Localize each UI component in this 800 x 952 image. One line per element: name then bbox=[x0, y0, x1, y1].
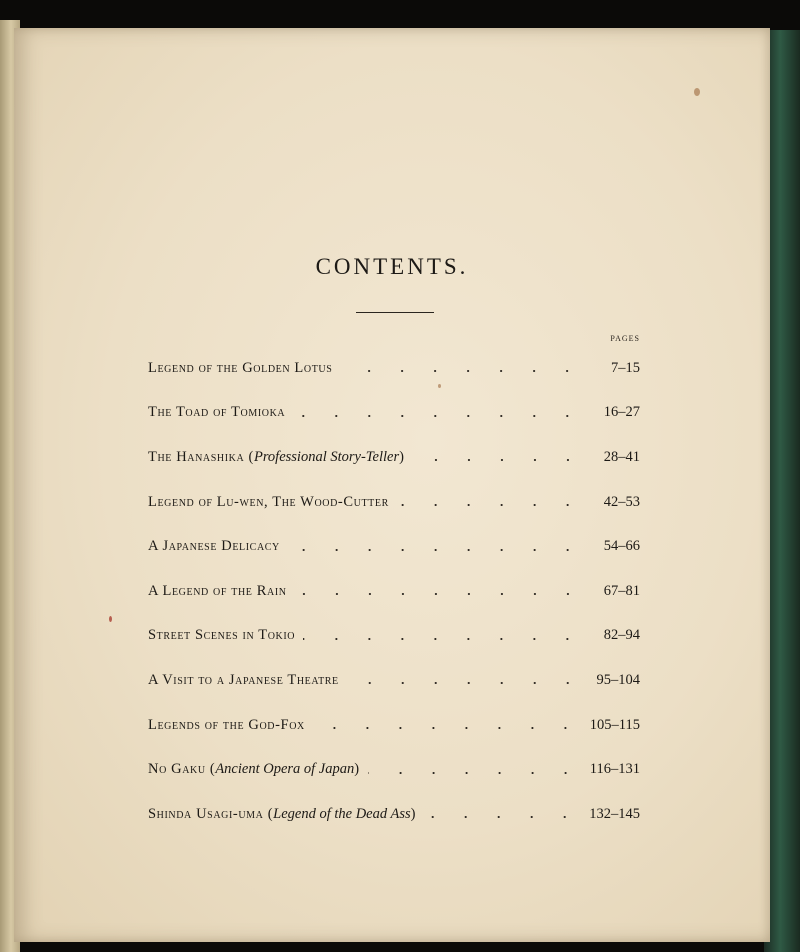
entry-subtitle: Professional Story-Teller bbox=[253, 448, 400, 465]
foxing-spot bbox=[109, 616, 112, 622]
entry-pages: 67–81 bbox=[603, 582, 640, 599]
toc-entry bbox=[148, 346, 640, 391]
entry-title: Shinda Usagi-uma (Legend of the Dead Ass) bbox=[148, 805, 417, 822]
entry-title: The Hanashika (Professional Story-Teller) bbox=[148, 448, 405, 465]
entry-title: A Visit to a Japanese Theatre bbox=[148, 671, 339, 688]
foxing-spot bbox=[694, 88, 700, 96]
toc-entry bbox=[148, 569, 640, 614]
toc-entry bbox=[148, 792, 640, 837]
entry-pages: 54–66 bbox=[603, 538, 640, 555]
toc-entry bbox=[148, 524, 640, 569]
toc-entry bbox=[148, 614, 640, 659]
entry-pages: 28–41 bbox=[603, 448, 640, 465]
dot-leader bbox=[288, 549, 584, 551]
entry-pages: 116–131 bbox=[589, 761, 640, 778]
entry-pages: 95–104 bbox=[596, 671, 640, 688]
entry-title: The Toad of Tomioka bbox=[148, 404, 286, 421]
dot-leader bbox=[303, 638, 584, 640]
entry-pages: 105–115 bbox=[589, 716, 640, 733]
toc-entry bbox=[148, 391, 640, 436]
book-page bbox=[14, 28, 770, 942]
entry-title: Street Scenes in Tokio bbox=[148, 627, 296, 644]
toc-entry bbox=[148, 480, 640, 525]
entry-title: No Gaku (Ancient Opera of Japan) bbox=[148, 761, 360, 778]
pages-column-header: PAGES bbox=[610, 334, 640, 343]
entry-pages: 16–27 bbox=[603, 404, 640, 421]
entry-title: A Japanese Delicacy bbox=[148, 538, 280, 555]
dot-leader bbox=[293, 415, 584, 417]
entry-pages: 7–15 bbox=[611, 359, 640, 376]
dot-leader bbox=[413, 459, 584, 461]
dot-leader bbox=[340, 370, 584, 372]
divider-rule bbox=[356, 312, 434, 313]
entry-title: Legend of the Golden Lotus bbox=[148, 359, 333, 376]
entry-title: A Legend of the Rain bbox=[148, 582, 287, 599]
dot-leader bbox=[368, 772, 582, 774]
table-of-contents bbox=[148, 346, 640, 837]
entry-pages: 82–94 bbox=[603, 627, 640, 644]
entry-title: Legends of the God-Fox bbox=[148, 716, 305, 733]
dot-leader bbox=[424, 816, 581, 818]
entry-subtitle: Legend of the Dead Ass bbox=[273, 805, 411, 822]
page-title: CONTENTS. bbox=[315, 254, 469, 279]
dot-leader bbox=[295, 593, 584, 595]
toc-entry bbox=[148, 435, 640, 480]
dot-leader bbox=[313, 727, 582, 729]
toc-entry bbox=[148, 658, 640, 703]
entry-pages: 42–53 bbox=[603, 493, 640, 510]
entry-title: Legend of Lu-wen, The Wood-Cutter bbox=[148, 493, 389, 510]
entry-subtitle: Ancient Opera of Japan bbox=[215, 761, 355, 778]
toc-entry bbox=[148, 747, 640, 792]
dot-leader bbox=[397, 504, 584, 506]
dot-leader bbox=[347, 682, 584, 684]
entry-pages: 132–145 bbox=[589, 805, 640, 822]
toc-entry bbox=[148, 703, 640, 748]
